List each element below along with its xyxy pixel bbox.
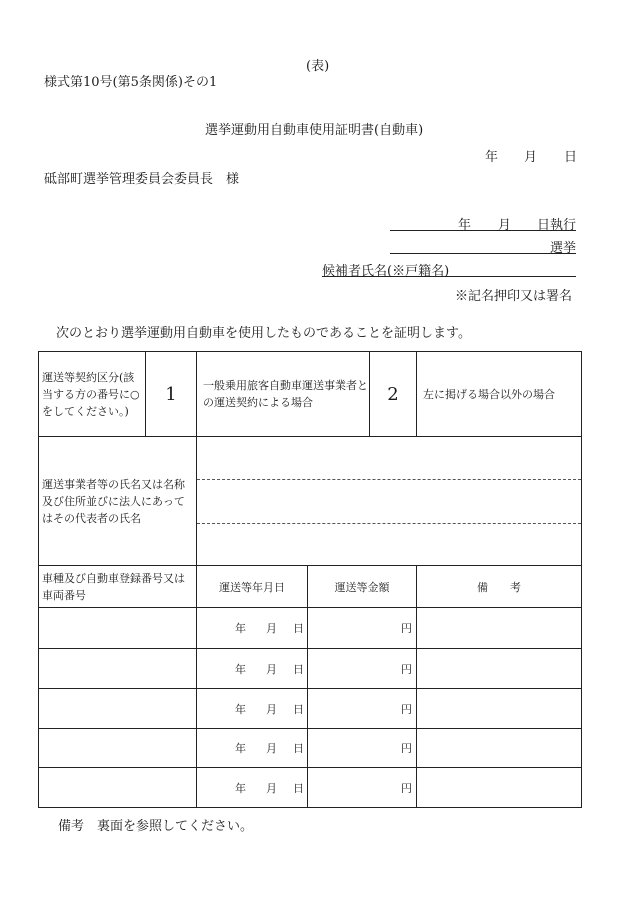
amount-cell[interactable]: 円: [308, 729, 417, 768]
date-header: 運送等年月日: [197, 566, 308, 608]
election-month: 月: [498, 218, 512, 233]
row-day: 日: [293, 742, 304, 755]
date-year: 年: [485, 150, 499, 165]
row-year: 年: [235, 702, 246, 716]
amount-cell[interactable]: 円: [308, 768, 417, 808]
election-label: 選挙: [550, 241, 577, 256]
remarks-cell[interactable]: [417, 608, 582, 649]
carrier-label: 運送事業者等の氏名又は名称及び住所並びに法人にあってはその代表者の氏名: [39, 437, 197, 566]
vehicle-cell[interactable]: [39, 689, 197, 729]
election-year: 年: [458, 218, 472, 233]
election-day-executed: 日執行: [537, 218, 577, 233]
date-cell[interactable]: [197, 689, 308, 729]
vehicle-cell[interactable]: [39, 649, 197, 689]
option2-number[interactable]: 2: [370, 352, 417, 437]
amount-header: 運送等金額: [308, 566, 417, 608]
option2-text: 左に掲げる場合以外の場合: [417, 352, 582, 437]
date-cell[interactable]: [197, 729, 308, 768]
row-day: 日: [293, 622, 304, 635]
carrier-entry[interactable]: [197, 437, 582, 566]
table-row: [39, 649, 582, 689]
table-row: [39, 608, 582, 649]
amount-cell[interactable]: 円: [308, 608, 417, 649]
table-row: [39, 729, 582, 768]
row-month: 月: [266, 702, 277, 716]
row-month: 月: [266, 622, 277, 635]
table-row: [39, 689, 582, 729]
remarks-cell[interactable]: [417, 768, 582, 808]
row-day: 日: [293, 781, 304, 795]
certificate-table: [38, 351, 582, 808]
candidate-label: 候補者氏名(※戸籍名): [322, 264, 450, 279]
row-year: 年: [235, 622, 246, 635]
remarks-header: 備 考: [417, 566, 582, 608]
vehicle-header: 車種及び自動車登録番号又は車両番号: [39, 566, 197, 608]
date-day: 日: [564, 150, 578, 165]
row-year: 年: [235, 781, 246, 795]
row-month: 月: [266, 662, 277, 676]
option1-number[interactable]: 1: [146, 352, 197, 437]
row-day: 日: [293, 702, 304, 716]
vehicle-cell[interactable]: [39, 608, 197, 649]
row-month: 月: [266, 742, 277, 755]
vehicle-cell[interactable]: [39, 768, 197, 808]
row-day: 日: [293, 662, 304, 676]
document-title: 選挙運動用自動車使用証明書(自動車): [205, 123, 424, 138]
carrier-line-2[interactable]: [197, 480, 581, 524]
option1-text: 一般乗用旅客自動車運送事業者との運送契約による場合: [197, 352, 370, 437]
amount-cell[interactable]: 円: [308, 649, 417, 689]
contract-row: [39, 352, 582, 437]
remarks-cell[interactable]: [417, 729, 582, 768]
row-year: 年: [235, 662, 246, 676]
carrier-row: [39, 437, 582, 566]
addressee: 砥部町選挙管理委員会委員長 様: [44, 172, 240, 187]
date-cell[interactable]: [197, 768, 308, 808]
form-number: 様式第10号(第5条関係)その1: [44, 75, 218, 90]
remarks-cell[interactable]: [417, 649, 582, 689]
date-cell[interactable]: [197, 649, 308, 689]
row-month: 月: [266, 781, 277, 795]
election-name-line: [390, 235, 576, 254]
seal-note: ※記名押印又は署名: [455, 289, 573, 304]
row-year: 年: [235, 742, 246, 755]
vehicle-cell[interactable]: [39, 729, 197, 768]
statement: 次のとおり選挙運動用自動車を使用したものであることを証明します。: [56, 326, 471, 341]
remarks-cell[interactable]: [417, 689, 582, 729]
header-row: [39, 566, 582, 608]
date-cell[interactable]: [197, 608, 308, 649]
side-label: (表): [306, 59, 330, 74]
contract-label: 運送等契約区分(該当する方の番号に○をしてください。): [39, 352, 146, 437]
carrier-line-3[interactable]: [197, 524, 581, 565]
footer-note: 備考 裏面を参照してください。: [58, 819, 254, 834]
table-row: [39, 768, 582, 808]
amount-cell[interactable]: 円: [308, 689, 417, 729]
date-month: 月: [524, 150, 538, 165]
carrier-line-1[interactable]: [197, 437, 581, 480]
